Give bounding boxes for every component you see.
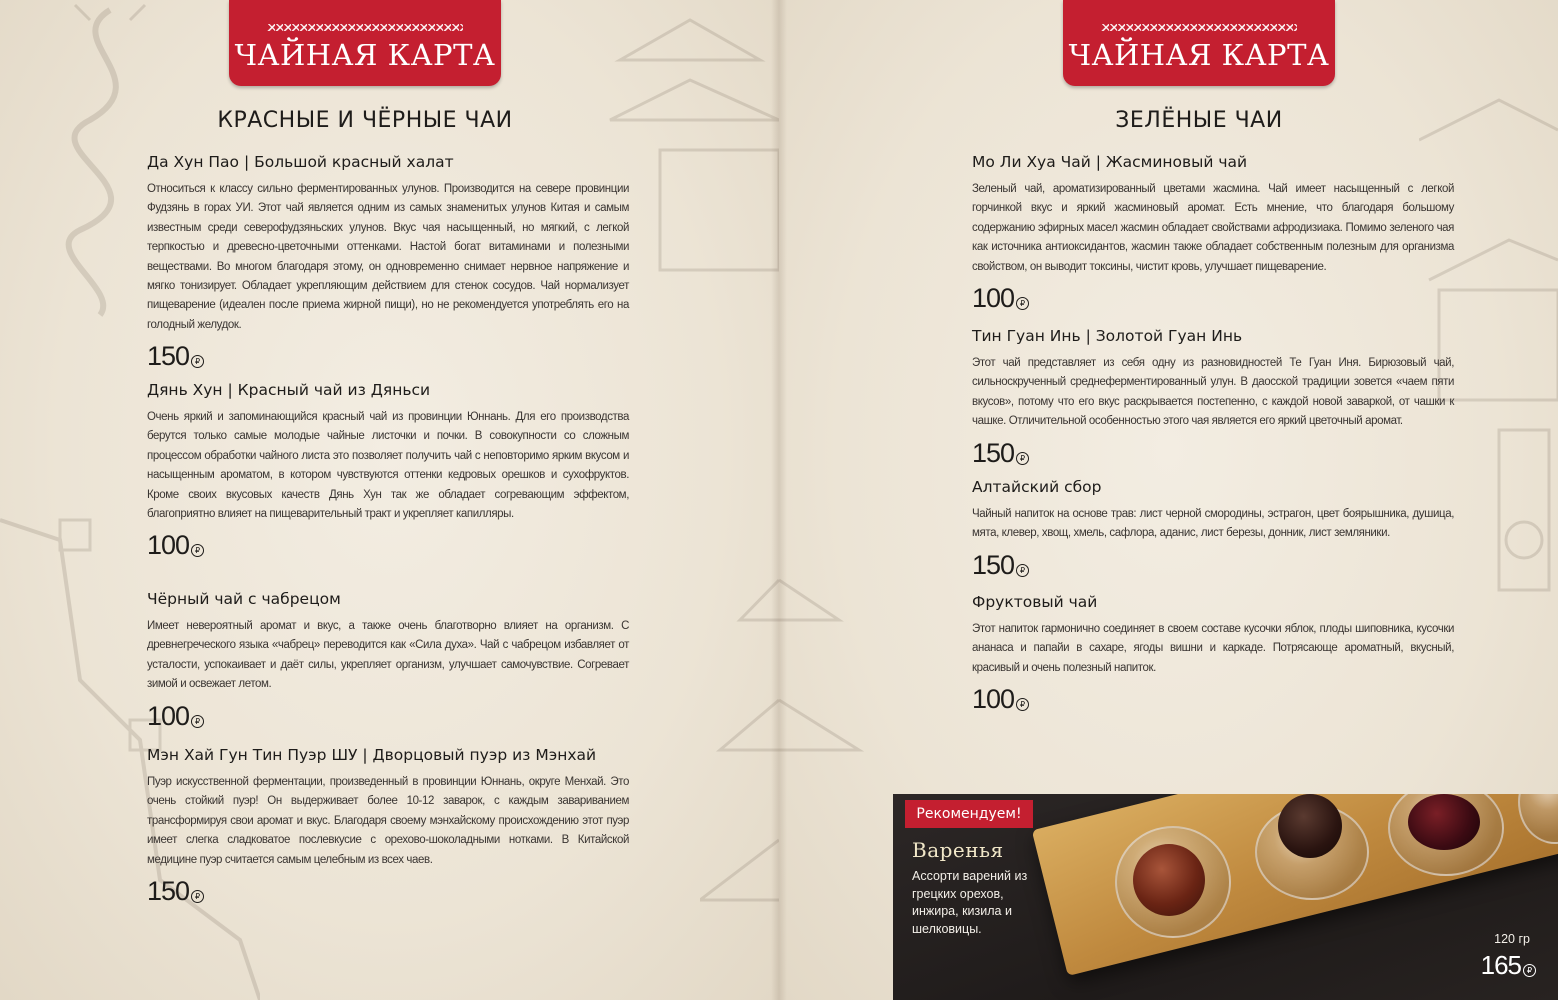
pagoda-sketch — [779, 560, 979, 820]
item-description: Зеленый чай, ароматизированный цветами жасмина. Чай имеет насыщенный с легкой горчинкой вкус и яркий жасминовый аромат. Есть мнение, что благодаря большому содержанию эфирных масел жасмин обладает свойствами афродизиака. Помимо зеленого чая как источника антиоксидантов, жасмин также обладает собственным полезным для организма свойством, он выводит токсины, чистит кровь, улучшает пищеварение. — [972, 183, 1454, 273]
ruble-icon: ₽ — [191, 890, 204, 903]
menu-banner — [1063, 0, 1335, 86]
item-price: 100 ₽ — [972, 683, 1454, 715]
promo-weight: 120 гр — [1494, 932, 1530, 946]
ruble-icon: ₽ — [191, 715, 204, 728]
mulberry-jam — [1408, 794, 1480, 850]
walnut-jam — [1133, 844, 1205, 916]
item-description: Относиться к классу сильно ферментированных улунов. Производится на севере провинции Фудзянь в горах УИ. Этот чай является одним из самых знаменитых улунов Китая и самым известным среди северофудзяньских улунов. Вкус чая насыщенный, но мягкий, с легкой терпкостью и древесно-цветочными оттенками. Настой богат витаминами и полезными веществами. Во многом благодаря этому, он одновременно снимает нервное напряжение и мягко тонизирует. Обладает укрепляющим действием для стенок сосудов. Чай нормализует пищеварение (идеален после приема жирной пищи), но не рекомендуется употреблять его на голодный желудок. — [147, 183, 629, 331]
fig-jam — [1278, 794, 1342, 858]
banner-title: ЧАЙНАЯ КАРТА — [1068, 38, 1330, 72]
item-price: 150 ₽ — [147, 875, 629, 907]
item-name: Тин Гуан Инь | Золотой Гуан Инь — [972, 327, 1243, 345]
item-description: Этот напиток гармонично соединяет в своем составе кусочки яблок, плоды шиповника, кусочки ананаса и папайи в сахаре, ягоды вишни и каркаде. Потрясающе ароматный, вкусный, красивый и очень полезный напиток. — [972, 623, 1454, 674]
item-price: 150 ₽ — [147, 340, 629, 372]
item-description: Этот чай представляет из себя одну из разновидностей Те Гуан Иня. Бирюзовый чай, сильноскрученный среднеферментированный улун. В даосской традиции зовется «чаем пяти вкусов», потому что его вкус раскрывается постепенно, с каждой новой заваркой, от чашки к чашке. Отличительной особенностью этого чая является его яркий цветочный аромат. — [972, 357, 1454, 428]
banner-ornament — [1101, 24, 1297, 31]
promo-title: Варенья — [912, 838, 1004, 862]
banner-title: ЧАЙНАЯ КАРТА — [234, 38, 496, 72]
item-price: 100 ₽ — [972, 282, 1454, 314]
item-name: Мэн Хай Гун Тин Пуэр ШУ | Дворцовый пуэр из Мэнхай — [147, 746, 597, 764]
menu-item — [147, 746, 629, 907]
menu-item — [147, 381, 629, 561]
banner-ornament — [267, 24, 463, 31]
section-title: ЗЕЛЁНЫЕ ЧАИ — [1115, 108, 1283, 133]
menu-banner — [229, 0, 501, 86]
item-name: Фруктовый чай — [972, 593, 1098, 611]
promo-price: 165 ₽ — [1481, 950, 1536, 981]
menu-item — [972, 327, 1454, 469]
item-description: Очень яркий и запоминающийся красный чай из провинции Юннань. Для его производства берутся только самые молодые чайные листочки и почки. В совокупности со сложным процессом обработки чайного листа это позволяет получить чай с неповторимо ярким вкусом и насыщенным ароматом, в котором чувствуются оттенки кедровых орешков и сухофруктов. Кроме своих вкусовых качеств Дянь Хун так же обладает согревающим эффектом, благоприятно влияет на пищеварительный тракт и укрепляет капилляры. — [147, 411, 629, 521]
ruble-icon: ₽ — [1016, 452, 1029, 465]
item-price: 150 ₽ — [972, 549, 1454, 581]
ruble-icon: ₽ — [1016, 297, 1029, 310]
promo-description: Ассорти варений из грецких орехов, инжира, кизила и шелковицы. — [912, 869, 1028, 936]
ruble-icon: ₽ — [1016, 564, 1029, 577]
item-name: Чёрный чай с чабрецом — [147, 590, 341, 608]
item-description: Пуэр искусственной ферментации, произведенный в провинции Юннань, округе Менхай. Это очень стойкий пуэр! Он выдерживает более 10-12 заварок, с каждым завариванием трансформируя свои аромат и вкус. Благодаря своему мэнхайскому происхождению этот пуэр имеет слегка сладковатое послевкусие с орехово-шоколадными нотками. В Китайской медицине пуэр считается самым целебным из всех чаев. — [147, 776, 629, 866]
section-title: КРАСНЫЕ И ЧЁРНЫЕ ЧАИ — [217, 108, 513, 133]
page-fold — [771, 0, 787, 1000]
menu-item — [147, 590, 629, 732]
ruble-icon: ₽ — [191, 355, 204, 368]
ruble-icon: ₽ — [191, 544, 204, 557]
menu-item — [972, 593, 1454, 715]
item-description: Имеет невероятный аромат и вкус, а также очень благотворно влияет на организм. С древнегреческого языка «чабрец» переводится как «Сила духа». Чай с чабрецом избавляет от усталости, успокаивает и даёт силы, укрепляет организм, улучшает самочувствие. Согревает зимой и освежает летом. — [147, 620, 629, 691]
menu-item — [972, 153, 1454, 314]
item-name: Дянь Хун | Красный чай из Дяньси — [147, 381, 431, 399]
item-name: Алтайский сбор — [972, 478, 1102, 496]
item-price: 150 ₽ — [972, 437, 1454, 469]
ruble-icon: ₽ — [1523, 964, 1536, 977]
item-name: Мо Ли Хуа Чай | Жасминовый чай — [972, 153, 1248, 171]
menu-item — [972, 478, 1454, 581]
item-price: 100 ₽ — [147, 529, 629, 561]
recommend-badge: Рекомендуем! — [905, 800, 1033, 828]
menu-item — [147, 153, 629, 372]
item-price: 100 ₽ — [147, 700, 629, 732]
pagoda-sketch — [700, 560, 779, 1000]
ruble-icon: ₽ — [1016, 698, 1029, 711]
item-name: Да Хун Пао | Большой красный халат — [147, 153, 454, 171]
item-description: Чайный напиток на основе трав: лист черной смородины, эстрагон, цвет боярышника, душица, мята, клевер, хвощ, хмель, сафлора, аданис, лист березы, донник, лист земляники. — [972, 508, 1454, 540]
